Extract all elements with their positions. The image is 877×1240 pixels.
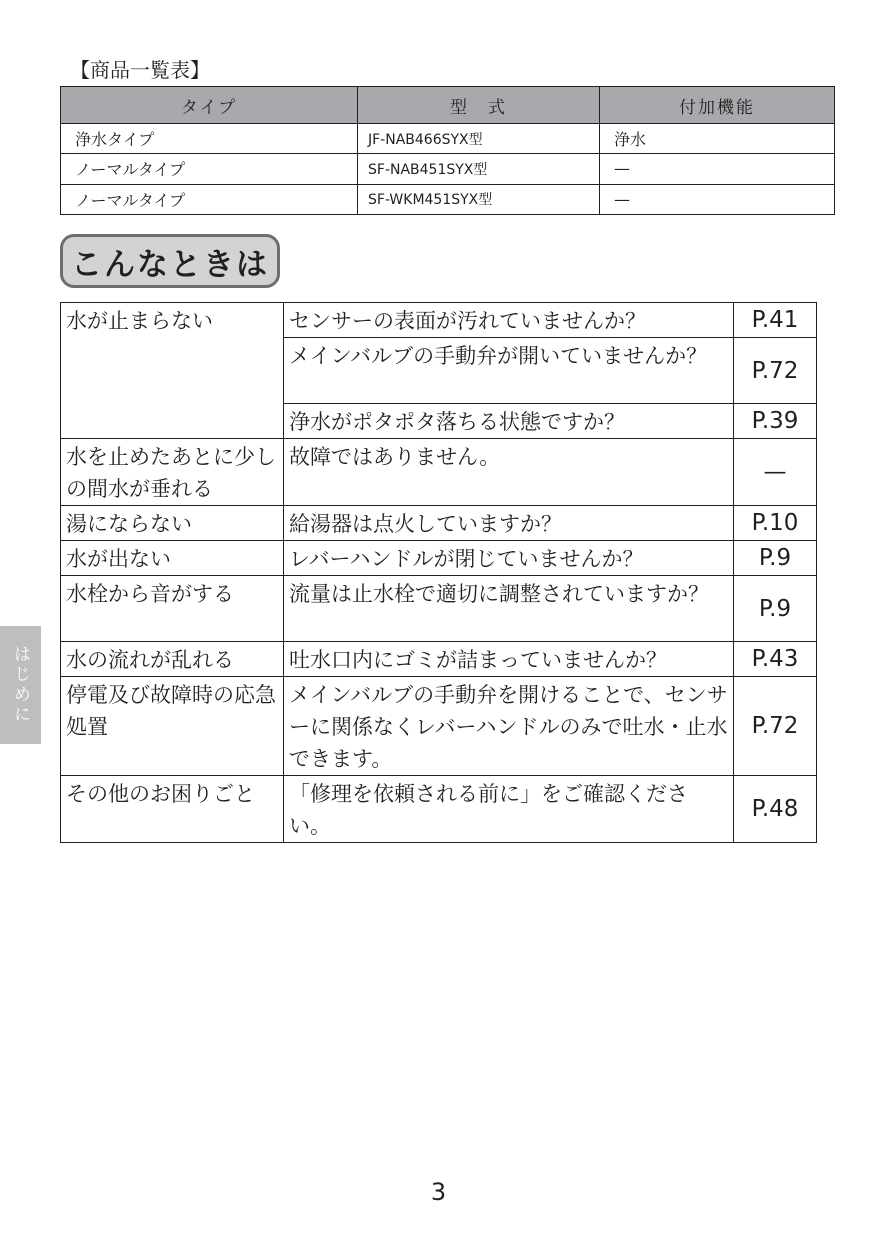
page-reference: P.72 [734, 677, 817, 776]
check-cell: メインバルブの手動弁が開いていませんか？ [284, 338, 734, 404]
product-feature: — [600, 184, 835, 214]
table-row [61, 303, 817, 338]
product-model: SF-NAB451SYX型 [358, 154, 600, 184]
symptom-cell: 停電及び故障時の応急処置 [61, 677, 284, 776]
table-row [61, 124, 835, 154]
check-cell: 給湯器は点火していますか？ [284, 506, 734, 541]
page-reference: P.10 [734, 506, 817, 541]
troubleshoot-heading: こんなときは [60, 234, 280, 288]
product-type: ノーマルタイプ [61, 184, 358, 214]
product-model: SF-WKM451SYX型 [358, 184, 600, 214]
table-row [61, 642, 817, 677]
page-number: 3 [430, 1178, 447, 1206]
section-side-tab: はじめに [0, 626, 41, 744]
product-list-table [60, 86, 835, 215]
troubleshoot-table [60, 302, 817, 843]
check-cell: 流量は止水栓で適切に調整されていますか？ [284, 576, 734, 642]
table-row [61, 576, 817, 642]
check-cell: レバーハンドルが閉じていませんか？ [284, 541, 734, 576]
symptom-cell: 水の流れが乱れる [61, 642, 284, 677]
table-row [61, 184, 835, 214]
symptom-cell: その他のお困りごと [61, 776, 284, 843]
symptom-cell: 水が止まらない [61, 303, 284, 439]
product-feature: 浄水 [600, 124, 835, 154]
check-cell: メインバルブの手動弁を開けることで、センサーに関係なくレバーハンドルのみで吐水・止水できます。 [284, 677, 734, 776]
product-list-title: 【商品一覧表】 [70, 58, 210, 82]
check-cell: 浄水がポタポタ落ちる状態ですか？ [284, 404, 734, 439]
product-feature: — [600, 154, 835, 184]
table-row [61, 541, 817, 576]
column-header-feature: 付加機能 [600, 87, 835, 124]
table-row [61, 154, 835, 184]
page-reference: — [734, 439, 817, 506]
product-model: JF-NAB466SYX型 [358, 124, 600, 154]
check-cell: 「修理を依頼される前に」をご確認ください。 [284, 776, 734, 843]
check-cell: 故障ではありません。 [284, 439, 734, 506]
symptom-cell: 水が出ない [61, 541, 284, 576]
table-header-row [61, 87, 835, 124]
product-type: ノーマルタイプ [61, 154, 358, 184]
column-header-model: 型 式 [358, 87, 600, 124]
table-row [61, 677, 817, 776]
symptom-cell: 湯にならない [61, 506, 284, 541]
page-reference: P.41 [734, 303, 817, 338]
page-reference: P.48 [734, 776, 817, 843]
table-row [61, 506, 817, 541]
page-reference: P.72 [734, 338, 817, 404]
table-row [61, 776, 817, 843]
product-type: 浄水タイプ [61, 124, 358, 154]
page-reference: P.9 [734, 541, 817, 576]
page-reference: P.43 [734, 642, 817, 677]
column-header-type: タイプ [61, 87, 358, 124]
page-reference: P.39 [734, 404, 817, 439]
table-row [61, 439, 817, 506]
page-reference: P.9 [734, 576, 817, 642]
symptom-cell: 水栓から音がする [61, 576, 284, 642]
symptom-cell: 水を止めたあとに少しの間水が垂れる [61, 439, 284, 506]
check-cell: 吐水口内にゴミが詰まっていませんか？ [284, 642, 734, 677]
check-cell: センサーの表面が汚れていませんか？ [284, 303, 734, 338]
